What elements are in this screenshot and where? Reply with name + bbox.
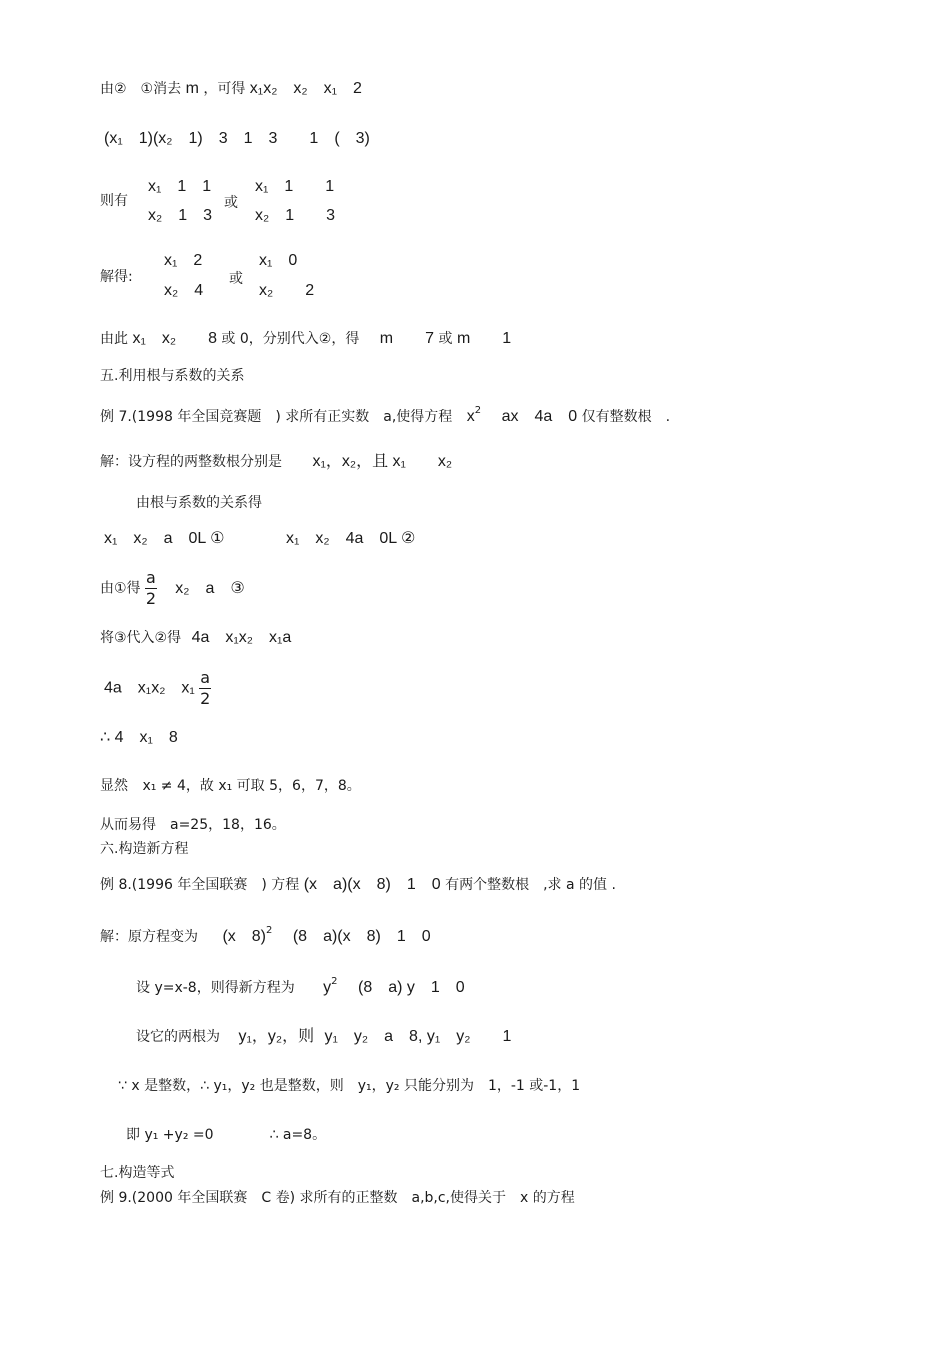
superscript: 2: [474, 405, 482, 416]
denominator: 2: [200, 689, 211, 708]
line-from-1: [100, 568, 245, 609]
equation-1: x₁ x₂ a 0L ①: [104, 530, 225, 547]
text: 例 7.(1998 年全国竞赛题 ) 求所有正实数 a,使得方程: [100, 409, 453, 425]
fraction-a-over-2: [199, 668, 211, 709]
math-expr: (8 a)(x 8) 1 0: [276, 928, 431, 945]
math-expr: x₁x₂ x₂ x₁ 2: [249, 80, 362, 97]
vieta-line: 由根与系数的关系得: [136, 495, 262, 511]
math-y: y: [323, 979, 332, 996]
text: 设 y=x-8，则得新方程为: [136, 980, 295, 996]
system1-row2: x₂ 1 3: [148, 207, 213, 224]
section-heading-6: 六.构造新方程: [100, 841, 189, 857]
superscript: 2: [331, 976, 338, 987]
math-equation: (x a)(x 8) 1 0: [303, 876, 441, 893]
line-substitute: [100, 330, 511, 348]
math-m2: m 1: [456, 330, 512, 347]
math-x: x: [466, 408, 475, 425]
fraction-a-over-2: [145, 568, 157, 609]
equation-2: x₁ x₂ 4a 0L ②: [286, 530, 416, 547]
label-then: 则有: [100, 193, 128, 209]
text: 由② ①消去: [100, 81, 182, 97]
line-obviously: [100, 777, 361, 795]
line-thus: 即 y₁ +y₂ =0 ∴ a=8。: [126, 1127, 327, 1143]
text: 解：原方程变为: [100, 929, 198, 945]
system1-row1: x₁ 1 1: [148, 178, 212, 195]
or-word: 或: [229, 271, 243, 287]
solution-7-intro: [100, 453, 452, 471]
or-word: 或: [224, 195, 238, 211]
line-4a: [104, 668, 211, 709]
example-7: [100, 405, 671, 428]
math-relations: y₁ y₂ a 8, y₁ y₂ 1: [324, 1028, 512, 1045]
denominator: 2: [145, 589, 157, 608]
solution-8-intro: [100, 925, 431, 948]
text: 有两个整数根 ,求 a 的值 .: [445, 877, 616, 893]
math-m1: m 7: [379, 330, 435, 347]
line-since: ∵ x 是整数，∴ y₁，y₂ 也是整数，则 y₁，y₂ 只能分别为 1，-1 或-1，1: [118, 1078, 581, 1094]
section-heading-7: 七.构造等式: [100, 1165, 175, 1181]
system2-row1: x₁ 1 1: [255, 178, 335, 195]
numerator: a: [146, 568, 156, 587]
text: 设它的两根为: [136, 1029, 220, 1045]
text: 将③代入②得: [100, 630, 182, 646]
solution2-row1: x₁ 0: [259, 252, 298, 269]
math-expr: x₁ x₂ 8: [132, 330, 217, 347]
superscript: 2: [266, 925, 273, 936]
text: x₁ ≠ 4，故 x₁ 可取 5，6，7，8。: [142, 778, 361, 794]
math-m: m: [185, 80, 199, 97]
text: 仅有整数根 .: [581, 409, 671, 425]
text: 显然: [100, 778, 128, 794]
solution2-row2: x₂ 2: [259, 282, 315, 299]
or-word: 或: [438, 331, 453, 347]
math-expr: ax 4a 0: [485, 408, 578, 425]
example-8: [100, 876, 616, 894]
result-7: 从而易得 a=25，18，16。: [100, 817, 286, 833]
math-order: x₁ x₂: [392, 453, 453, 470]
math-roots: y₁，y₂，则: [238, 1028, 315, 1045]
text: 例 8.(1996 年全国联赛 ) 方程: [100, 877, 300, 893]
line-roots: [136, 1028, 511, 1046]
system2-row2: x₂ 1 3: [255, 207, 336, 224]
line-eliminate-m: [100, 80, 362, 98]
label-solve: 解得:: [100, 269, 133, 285]
line-factored: (x₁ 1)(x₂ 1) 3 1 3 1 ( 3): [104, 130, 370, 147]
line-set-y: [136, 976, 465, 999]
example-9: 例 9.(2000 年全国联赛 C 卷) 求所有的正整数 a,b,c,使得关于 x 的方程: [100, 1190, 575, 1206]
solution1-row1: x₁ 2: [164, 252, 203, 269]
text: 或 0，分别代入②，得: [221, 331, 360, 347]
math-expr: (8 a) y 1 0: [342, 979, 465, 996]
math-expr: x₂ a ③: [175, 579, 245, 597]
numerator: a: [200, 668, 211, 687]
text: 解：设方程的两整数根分别是: [100, 454, 282, 470]
text: 由此: [100, 331, 128, 347]
math-expr: 4a x₁x₂ x₁: [104, 679, 195, 697]
text: 由①得: [100, 580, 141, 597]
math-roots: x₁，x₂，且: [312, 453, 389, 470]
line-sub-3: [100, 629, 291, 647]
solution1-row2: x₂ 4: [164, 282, 204, 299]
section-heading-5: 五.利用根与系数的关系: [100, 368, 245, 384]
math-expr: 4a x₁x₂ x₁a: [191, 629, 292, 646]
inequality: ∴ 4 x₁ 8: [100, 729, 178, 746]
math-expr: (x 8): [222, 928, 267, 945]
text: ，可得: [203, 81, 246, 97]
